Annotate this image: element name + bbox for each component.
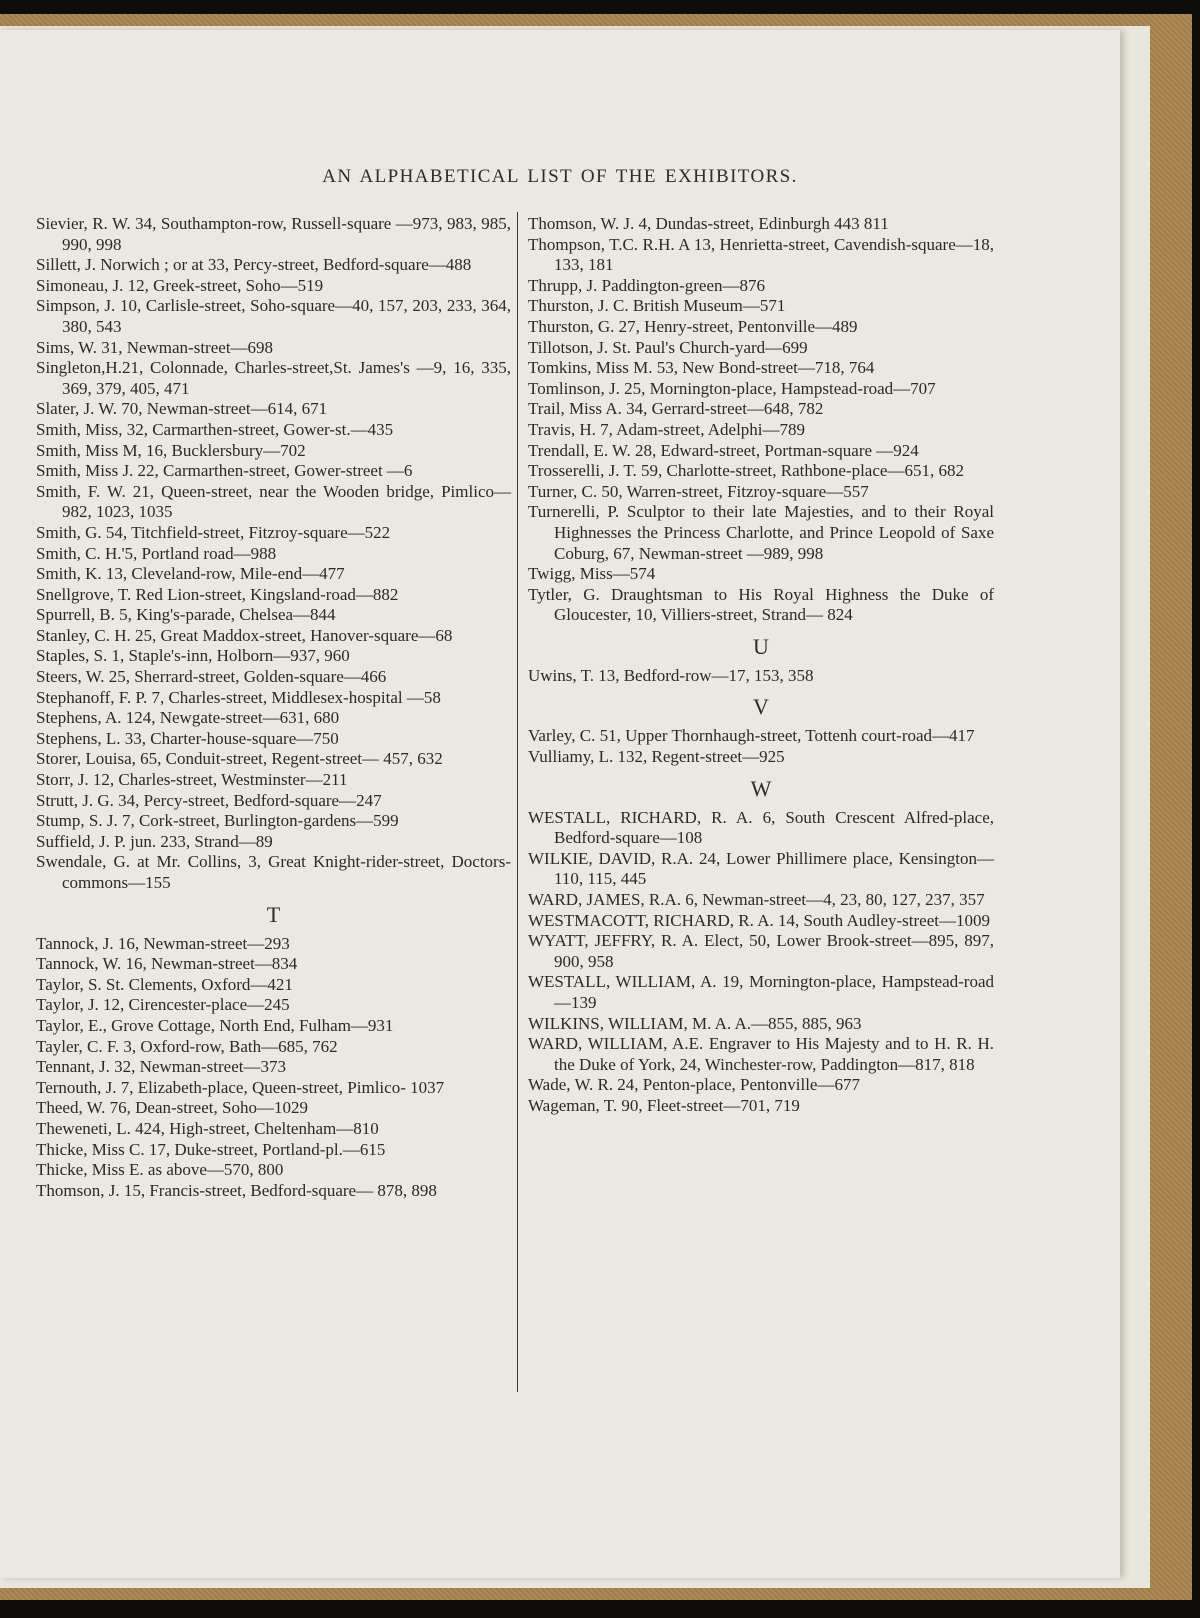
exhibitor-entry: Simpson, J. 10, Carlisle-street, Soho-square—40, 157, 203, 233, 364, 380, 543 [36, 296, 511, 336]
exhibitor-entry: Stanley, C. H. 25, Great Maddox-street, Hanover-square—68 [36, 625, 453, 645]
exhibitor-entry: Swendale, G. at Mr. Collins, 3, Great Knight-rider-street, Doctors-commons—155 [36, 852, 511, 892]
section-letter: T [266, 901, 281, 927]
book-page [0, 30, 1120, 1578]
section-letter: W [750, 775, 772, 801]
exhibitor-entry: Simoneau, J. 12, Greek-street, Soho—519 [36, 275, 324, 295]
exhibitor-entry: Varley, C. 51, Upper Thornhaugh-street, Tottenh court-road—417 [528, 726, 975, 746]
exhibitor-entry: Vulliamy, L. 132, Regent-street—925 [528, 747, 785, 767]
exhibitor-entry: Thurston, J. C. British Museum—571 [528, 296, 786, 316]
exhibitor-entry: Stump, S. J. 7, Cork-street, Burlington-gardens—599 [36, 811, 399, 831]
exhibitor-entry: Tayler, C. F. 3, Oxford-row, Bath—685, 762 [36, 1036, 338, 1056]
exhibitor-entry: Trosserelli, J. T. 59, Charlotte-street, Rathbone-place—651, 682 [528, 461, 964, 481]
exhibitor-entry: Tomlinson, J. 25, Mornington-place, Hampstead-road—707 [528, 378, 936, 398]
exhibitor-entry: Tannock, J. 16, Newman-street—293 [36, 933, 290, 953]
exhibitor-entry: Stephanoff, F. P. 7, Charles-street, Middlesex-hospital —58 [36, 687, 441, 707]
exhibitor-entry: Thicke, Miss C. 17, Duke-street, Portland-pl.—615 [36, 1139, 386, 1159]
exhibitor-entry: Smith, Miss J. 22, Carmarthen-street, Gower-street —6 [36, 461, 413, 481]
exhibitor-entry: Thurston, G. 27, Henry-street, Pentonville—489 [528, 316, 858, 336]
section-letter: U [753, 633, 769, 659]
exhibitor-entry: Ternouth, J. 7, Elizabeth-place, Queen-street, Pimlico- 1037 [36, 1077, 445, 1097]
exhibitor-entry: Strutt, J. G. 34, Percy-street, Bedford-square—247 [36, 790, 382, 810]
column-divider [517, 212, 518, 1392]
exhibitor-entry: Theweneti, L. 424, High-street, Cheltenham—810 [36, 1118, 379, 1138]
page-header: AN ALPHABETICAL LIST OF THE EXHIBITORS. [322, 166, 798, 187]
exhibitor-entry: Snellgrove, T. Red Lion-street, Kingsland-road—882 [36, 584, 399, 604]
exhibitor-entry: Taylor, E., Grove Cottage, North End, Fulham—931 [36, 1015, 394, 1035]
exhibitor-entry: Taylor, S. St. Clements, Oxford—421 [36, 974, 293, 994]
exhibitor-entry: Storr, J. 12, Charles-street, Westminster—211 [36, 770, 348, 790]
exhibitor-entry: Tannock, W. 16, Newman-street—834 [36, 954, 298, 974]
exhibitor-entry: Smith, Miss, 32, Carmarthen-street, Gower-st.—435 [36, 419, 394, 439]
exhibitor-entry: Stephens, A. 124, Newgate-street—631, 680 [36, 708, 340, 728]
exhibitor-entry: Wade, W. R. 24, Penton-place, Pentonville—677 [528, 1075, 860, 1095]
exhibitor-entry: Smith, Miss M, 16, Bucklersbury—702 [36, 440, 306, 460]
exhibitor-entry: Staples, S. 1, Staple's-inn, Holborn—937, 960 [36, 646, 350, 666]
exhibitor-entry: Turnerelli, P. Sculptor to their late Majesties, and to their Royal Highnesses the Princess Charlotte, and Prince Leopold of Saxe Coburg, 67, Newman-street —989, 998 [528, 502, 994, 563]
exhibitor-entry: Tomkins, Miss M. 53, New Bond-street—718, 764 [528, 358, 875, 378]
section-letter: V [753, 694, 769, 720]
exhibitor-entry: Steers, W. 25, Sherrard-street, Golden-square—466 [36, 667, 387, 687]
exhibitor-entry: Wageman, T. 90, Fleet-street—701, 719 [528, 1095, 800, 1115]
exhibitor-entry: Thomson, J. 15, Francis-street, Bedford-square— 878, 898 [36, 1180, 437, 1200]
exhibitor-entry: Tillotson, J. St. Paul's Church-yard—699 [528, 337, 808, 357]
exhibitor-entry: Spurrell, B. 5, King's-parade, Chelsea—844 [36, 605, 336, 625]
exhibitor-entry: Singleton,H.21, Colonnade, Charles-street,St. James's —9, 16, 335, 369, 379, 405, 471 [36, 358, 511, 398]
exhibitor-entry: Sims, W. 31, Newman-street—698 [36, 337, 274, 357]
exhibitor-entry: WESTALL, RICHARD, R. A. 6, South Crescent Alfred-place, Bedford-square—108 [528, 807, 994, 848]
exhibitor-entry: Smith, K. 13, Cleveland-row, Mile-end—477 [36, 564, 345, 584]
exhibitor-entry: Thrupp, J. Paddington-green—876 [528, 275, 766, 295]
exhibitor-entry: Turner, C. 50, Warren-street, Fitzroy-square—557 [528, 481, 869, 501]
exhibitor-entry: Sillett, J. Norwich ; or at 33, Percy-street, Bedford-square—488 [36, 255, 472, 275]
exhibitor-entry: Trail, Miss A. 34, Gerrard-street—648, 782 [528, 399, 824, 419]
exhibitor-entry: Uwins, T. 13, Bedford-row—17, 153, 358 [528, 665, 814, 685]
exhibitor-entry: Storer, Louisa, 65, Conduit-street, Regent-street— 457, 632 [36, 749, 443, 769]
exhibitor-entry: Slater, J. W. 70, Newman-street—614, 671 [36, 399, 328, 419]
exhibitor-entry: Smith, C. H.'5, Portland road—988 [36, 543, 277, 563]
exhibitor-entry: WILKIE, DAVID, R.A. 24, Lower Phillimere place, Kensington—110, 115, 445 [528, 848, 994, 889]
exhibitor-entry: WESTMACOTT, RICHARD, R. A. 14, South Audley-street—1009 [528, 910, 990, 930]
exhibitor-entry: WYATT, JEFFRY, R. A. Elect, 50, Lower Brook-street—895, 897, 900, 958 [528, 931, 994, 971]
exhibitor-entry: Thomson, W. J. 4, Dundas-street, Edinburgh 443 811 [528, 214, 889, 233]
exhibitor-entry: Tytler, G. Draughtsman to His Royal Highness the Duke of Gloucester, 10, Villiers-street, Strand— 824 [528, 584, 994, 625]
exhibitor-entry: Sievier, R. W. 34, Southampton-row, Russell-square —973, 983, 985, 990, 998 [36, 214, 511, 254]
exhibitor-entry: Tennant, J. 32, Newman-street—373 [36, 1057, 286, 1077]
left-column [36, 214, 511, 1201]
exhibitor-entry: Stephens, L. 33, Charter-house-square—750 [36, 728, 339, 748]
exhibitor-entry: Thicke, Miss E. as above—570, 800 [36, 1160, 284, 1180]
exhibitor-entry: WESTALL, WILLIAM, A. 19, Mornington-place, Hampstead-road—139 [528, 972, 994, 1012]
exhibitor-entry: Smith, F. W. 21, Queen-street, near the Wooden bridge, Pimlico—982, 1023, 1035 [36, 481, 511, 522]
exhibitor-entry: Trendall, E. W. 28, Edward-street, Portman-square —924 [528, 440, 919, 460]
exhibitor-entry: Thompson, T.C. R.H. A 13, Henrietta-street, Cavendish-square—18, 133, 181 [528, 234, 994, 275]
exhibitor-entry: WILKINS, WILLIAM, M. A. A.—855, 885, 963 [528, 1013, 862, 1033]
exhibitor-entry: Smith, G. 54, Titchfield-street, Fitzroy-square—522 [36, 522, 391, 542]
exhibitor-entry: WARD, WILLIAM, A.E. Engraver to His Majesty and to H. R. H. the Duke of York, 24, Winchester-row, Paddington—817, 818 [528, 1034, 994, 1074]
exhibitor-entry: Travis, H. 7, Adam-street, Adelphi—789 [528, 419, 806, 439]
right-column [528, 214, 994, 1117]
exhibitor-entry: Twigg, Miss—574 [528, 564, 656, 584]
exhibitor-entry: Theed, W. 76, Dean-street, Soho—1029 [36, 1098, 308, 1118]
exhibitor-entry: Suffield, J. P. jun. 233, Strand—89 [36, 831, 273, 851]
exhibitor-entry: WARD, JAMES, R.A. 6, Newman-street—4, 23, 80, 127, 237, 357 [528, 890, 985, 910]
exhibitor-entry: Taylor, J. 12, Cirencester-place—245 [36, 995, 290, 1015]
